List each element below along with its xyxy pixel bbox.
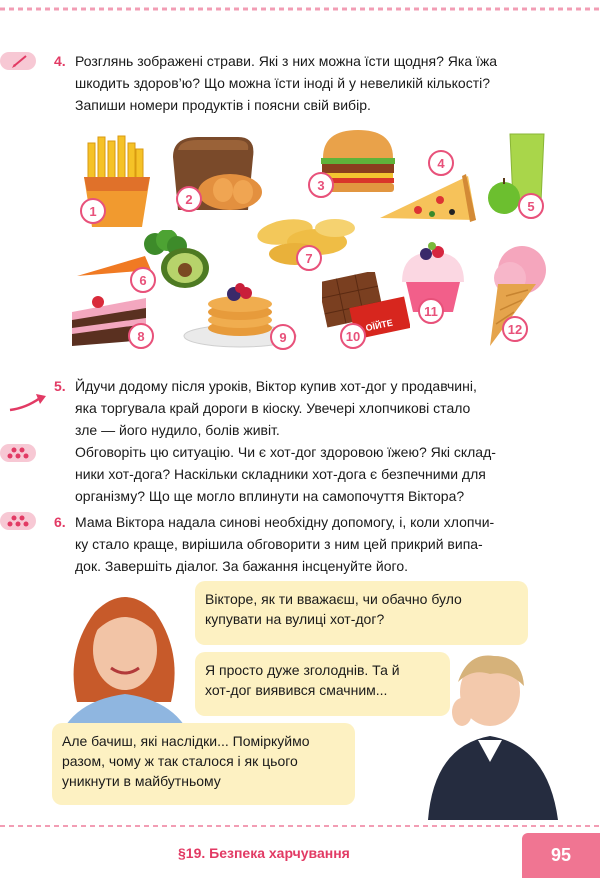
food-badge-1: 1	[80, 198, 106, 224]
food-badge-10: 10	[340, 323, 366, 349]
dialog-bubble-boy-1	[195, 652, 450, 716]
discuss-icon	[0, 442, 38, 464]
food-badge-12: 12	[502, 316, 528, 342]
arrow-icon	[8, 392, 48, 414]
dialog-bubble-3-line-1: Але бачиш, які наслідки... Поміркуймо	[62, 733, 310, 749]
task-4-line-3: Запиши номери продуктів і поясни свій вибір.	[75, 97, 371, 113]
group-icon	[0, 510, 38, 532]
food-badge-11: 11	[418, 298, 444, 324]
pencil-icon	[0, 50, 38, 72]
dialog-bubble-mother-1	[195, 581, 528, 645]
dialog-bubble-1-line-2: купувати на вулиці хот-дог?	[205, 611, 385, 627]
food-badge-4: 4	[428, 150, 454, 176]
food-badge-6: 6	[130, 267, 156, 293]
dialog-bubble-3-line-2: разом, чому ж так сталося і як цього	[62, 753, 298, 769]
food-badge-2: 2	[176, 186, 202, 212]
task-6-number: 6.	[54, 514, 66, 530]
task-5-discuss-line-1: Обговоріть цю ситуацію. Чи є хот-дог здоровою їжею? Які склад-	[75, 444, 496, 460]
food-badge-7: 7	[296, 245, 322, 271]
task-4-line-2: шкодить здоров’ю? Що можна їсти іноді й у невеликій кількості?	[75, 75, 490, 91]
footer-dashed-border	[0, 823, 600, 829]
task-6-line-1: Мама Віктора надала синові необхідну допомогу, і, коли хлопчи-	[75, 514, 495, 530]
chocolate-wrapper-text: ОЇЙТЕ	[364, 317, 394, 334]
chocolate-image	[322, 272, 410, 342]
task-4-line-1: Розглянь зображені страви. Які з них можна їсти щодня? Яка їжа	[75, 53, 498, 69]
dialog-bubble-2-line-2: хот-дог виявився смачним...	[205, 682, 388, 698]
dialog-bubble-3-line-3: уникнути в майбутньому	[62, 773, 221, 789]
dialog-bubble-2-line-1: Я просто дуже зголоднів. Та й	[205, 662, 400, 678]
pizza-image	[378, 170, 478, 226]
food-badge-3: 3	[308, 172, 334, 198]
task-5-line-3: зле — його нудило, болів живіт.	[75, 422, 280, 438]
dialog-bubble-1-line-1: Вікторе, як ти вважаєш, чи обачно було	[205, 591, 462, 607]
task-5-number: 5.	[54, 378, 66, 394]
task-5-line-2: яка торгувала край дороги в кіоску. Увечері хлопчикові стало	[75, 400, 471, 416]
task-4-number: 4.	[54, 53, 66, 69]
food-badge-9: 9	[270, 324, 296, 350]
top-dashed-border	[0, 4, 600, 14]
page-number: 95	[522, 833, 600, 878]
task-5-discuss-line-3: організму? Що ще могло вплинути на самопочуття Віктора?	[75, 488, 465, 504]
food-badge-5: 5	[518, 193, 544, 219]
task-6-line-3: док. Завершіть діалог. За бажання інсценуйте його.	[75, 558, 408, 574]
task-5-line-1: Йдучи додому після уроків, Віктор купив хот-дог у продавчині,	[75, 378, 477, 394]
food-badge-8: 8	[128, 323, 154, 349]
chapter-title: §19. Безпека харчування	[178, 845, 350, 861]
task-5-discuss-line-2: ники хот-дога? Наскільки складники хот-дога є безпечними для	[75, 466, 486, 482]
dialog-bubble-mother-2	[52, 723, 355, 805]
task-6-line-2: ку стало краще, вирішила обговорити з ним цей прикрий випа-	[75, 536, 483, 552]
